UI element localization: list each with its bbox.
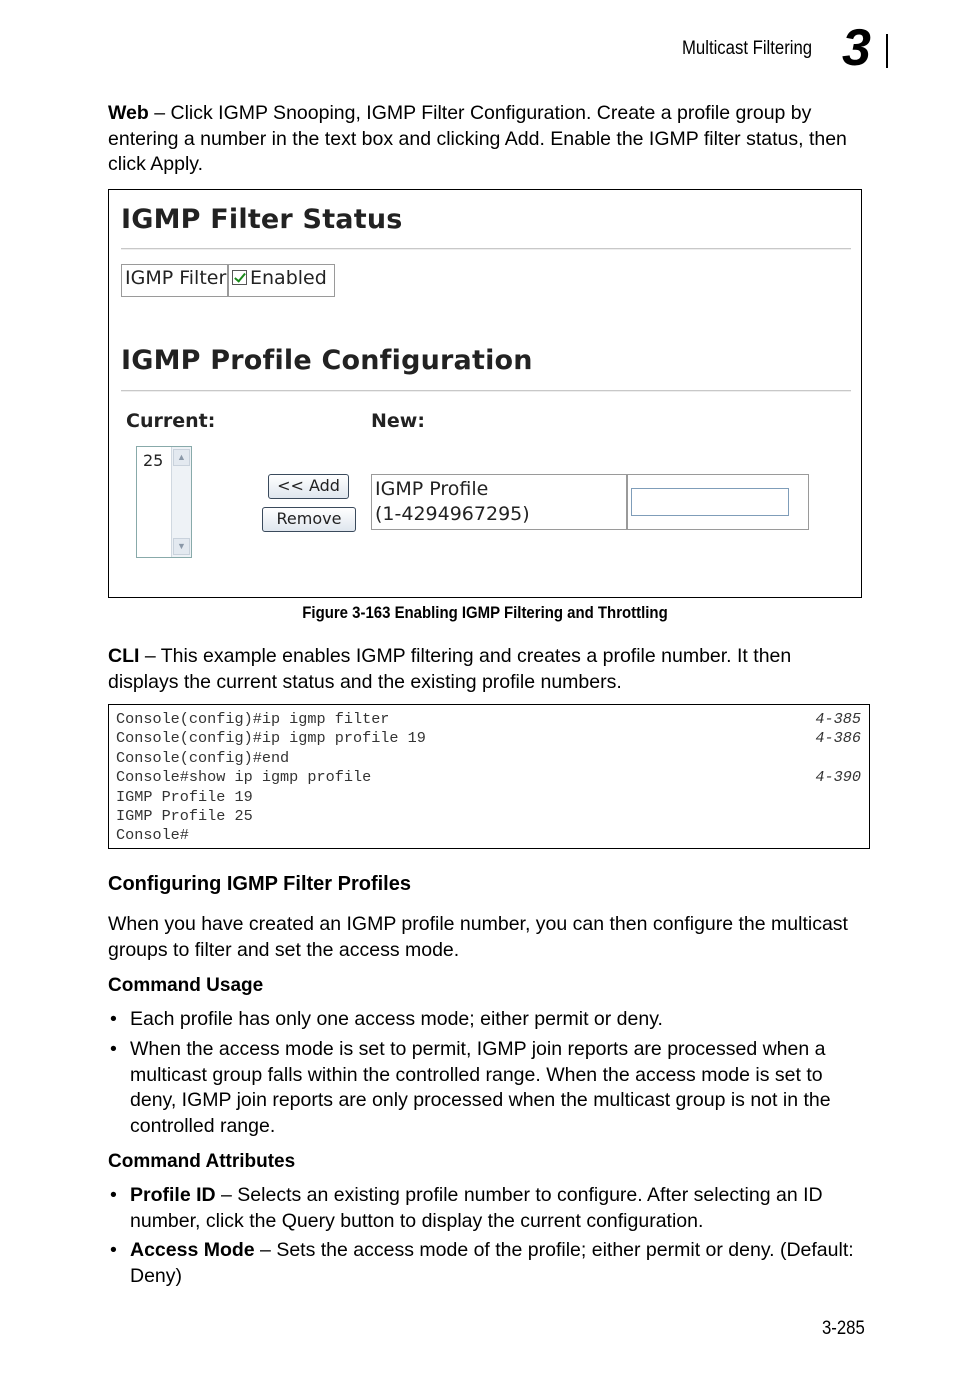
add-button[interactable]: << Add	[268, 474, 349, 499]
cli-lead: CLI	[108, 645, 140, 667]
profile-id-label-cell	[371, 474, 627, 530]
code-text: IGMP Profile 19	[116, 787, 253, 806]
scroll-up-icon[interactable]: ▲	[173, 449, 190, 466]
cli-text: – This example enables IGMP filtering and creates a profile number. It then displays the current status and the existing profile numbers.	[108, 645, 792, 693]
igmp-filter-figure	[108, 189, 862, 598]
code-reference: 4-386	[815, 729, 861, 748]
code-text: Console(config)#ip igmp filter	[116, 710, 390, 728]
usage-bullet: • Each profile has only one access mode; either permit or deny.	[110, 1008, 663, 1030]
cli-example	[108, 704, 870, 849]
usage-bullet: • When the access mode is set to permit, IGMP join reports are processed when a multicast group falls within the controlled range. When the access mode is set to deny, IGMP join reports are only processed when the multicast group is not in the controlled range.	[110, 1038, 831, 1137]
new-label: New:	[371, 410, 425, 432]
remove-button[interactable]: Remove	[262, 507, 356, 532]
bullet-text: When the access mode is set to permit, IGMP join reports are processed when a multicast group falls within the controlled range. When the access mode is set to deny, IGMP join reports are only processed when the multicast group is not in the controlled range.	[130, 1038, 831, 1137]
profile-list-item[interactable]: 25	[143, 451, 164, 470]
code-line	[116, 807, 861, 826]
profile-config-heading: IGMP Profile Configuration	[121, 345, 533, 376]
web-text: – Click IGMP Snooping, IGMP Filter Configuration. Create a profile group by entering a number in the text box and clicking Add. Enable the IGMP filter status, then click Apply.	[108, 102, 847, 175]
enabled-label: Enabled	[250, 267, 327, 289]
section-heading: Configuring IGMP Filter Profiles	[108, 873, 411, 895]
attribute-bullet: • Access Mode – Sets the access mode of the profile; either permit or deny. (Default: Deny)	[110, 1239, 854, 1287]
code-text: Console(config)#end	[116, 748, 290, 767]
command-attributes-heading: Command Attributes	[108, 1151, 296, 1172]
code-reference: 4-385	[815, 710, 861, 728]
profile-field-range: (1-4294967295)	[375, 503, 530, 525]
running-header-title: Multicast Filtering	[682, 38, 813, 59]
enabled-checkbox[interactable]	[232, 270, 247, 285]
chapter-number: 3	[842, 19, 871, 77]
list-scrollbar[interactable]	[171, 447, 191, 557]
code-reference: 4-390	[815, 768, 861, 787]
profile-id-input-cell	[627, 474, 809, 530]
web-instructions	[108, 101, 858, 178]
igmp-filter-toggle[interactable]	[228, 264, 335, 297]
code-text: Console(config)#ip igmp profile 19	[116, 729, 426, 748]
chapter-marker-bar	[886, 34, 888, 68]
code-text: Console#	[116, 826, 189, 845]
code-line	[116, 826, 861, 845]
filter-status-heading: IGMP Filter Status	[121, 204, 403, 235]
code-line	[116, 729, 861, 748]
attribute-term: Access Mode	[130, 1239, 255, 1261]
page-number: 3-285	[822, 1318, 865, 1339]
code-text: IGMP Profile 25	[116, 806, 253, 825]
code-line	[116, 768, 861, 787]
section-paragraph: When you have created an IGMP profile number, you can then configure the multicast groups to filter and set the access mode.	[108, 913, 848, 961]
profile-field-label: IGMP Profile	[375, 478, 489, 500]
command-usage-heading: Command Usage	[108, 975, 264, 996]
igmp-filter-label: IGMP Filter	[121, 264, 228, 297]
figure-caption: Figure 3-163 Enabling IGMP Filtering and Throttling	[302, 603, 668, 622]
current-label: Current:	[126, 410, 216, 432]
attribute-desc: – Sets the access mode of the profile; either permit or deny. (Default: Deny)	[130, 1239, 854, 1287]
attribute-bullet: • Profile ID – Selects an existing profile number to configure. After selecting an ID number, click the Query button to display the current configuration.	[110, 1184, 823, 1232]
current-profiles-list[interactable]	[136, 446, 192, 558]
heading-rule	[121, 390, 851, 392]
scroll-down-icon[interactable]: ▼	[173, 538, 190, 555]
code-line	[116, 749, 861, 768]
heading-rule	[121, 248, 851, 250]
cli-instructions	[108, 644, 858, 695]
code-line	[116, 788, 861, 807]
attribute-desc: – Selects an existing profile number to configure. After selecting an ID number, click the Query button to display the current configuration.	[130, 1184, 823, 1232]
bullet-text: Each profile has only one access mode; either permit or deny.	[130, 1008, 663, 1030]
code-line	[116, 710, 861, 729]
code-text: Console#show ip igmp profile	[116, 768, 372, 787]
web-lead: Web	[108, 102, 149, 124]
new-profile-input[interactable]	[631, 488, 789, 516]
attribute-term: Profile ID	[130, 1184, 216, 1206]
